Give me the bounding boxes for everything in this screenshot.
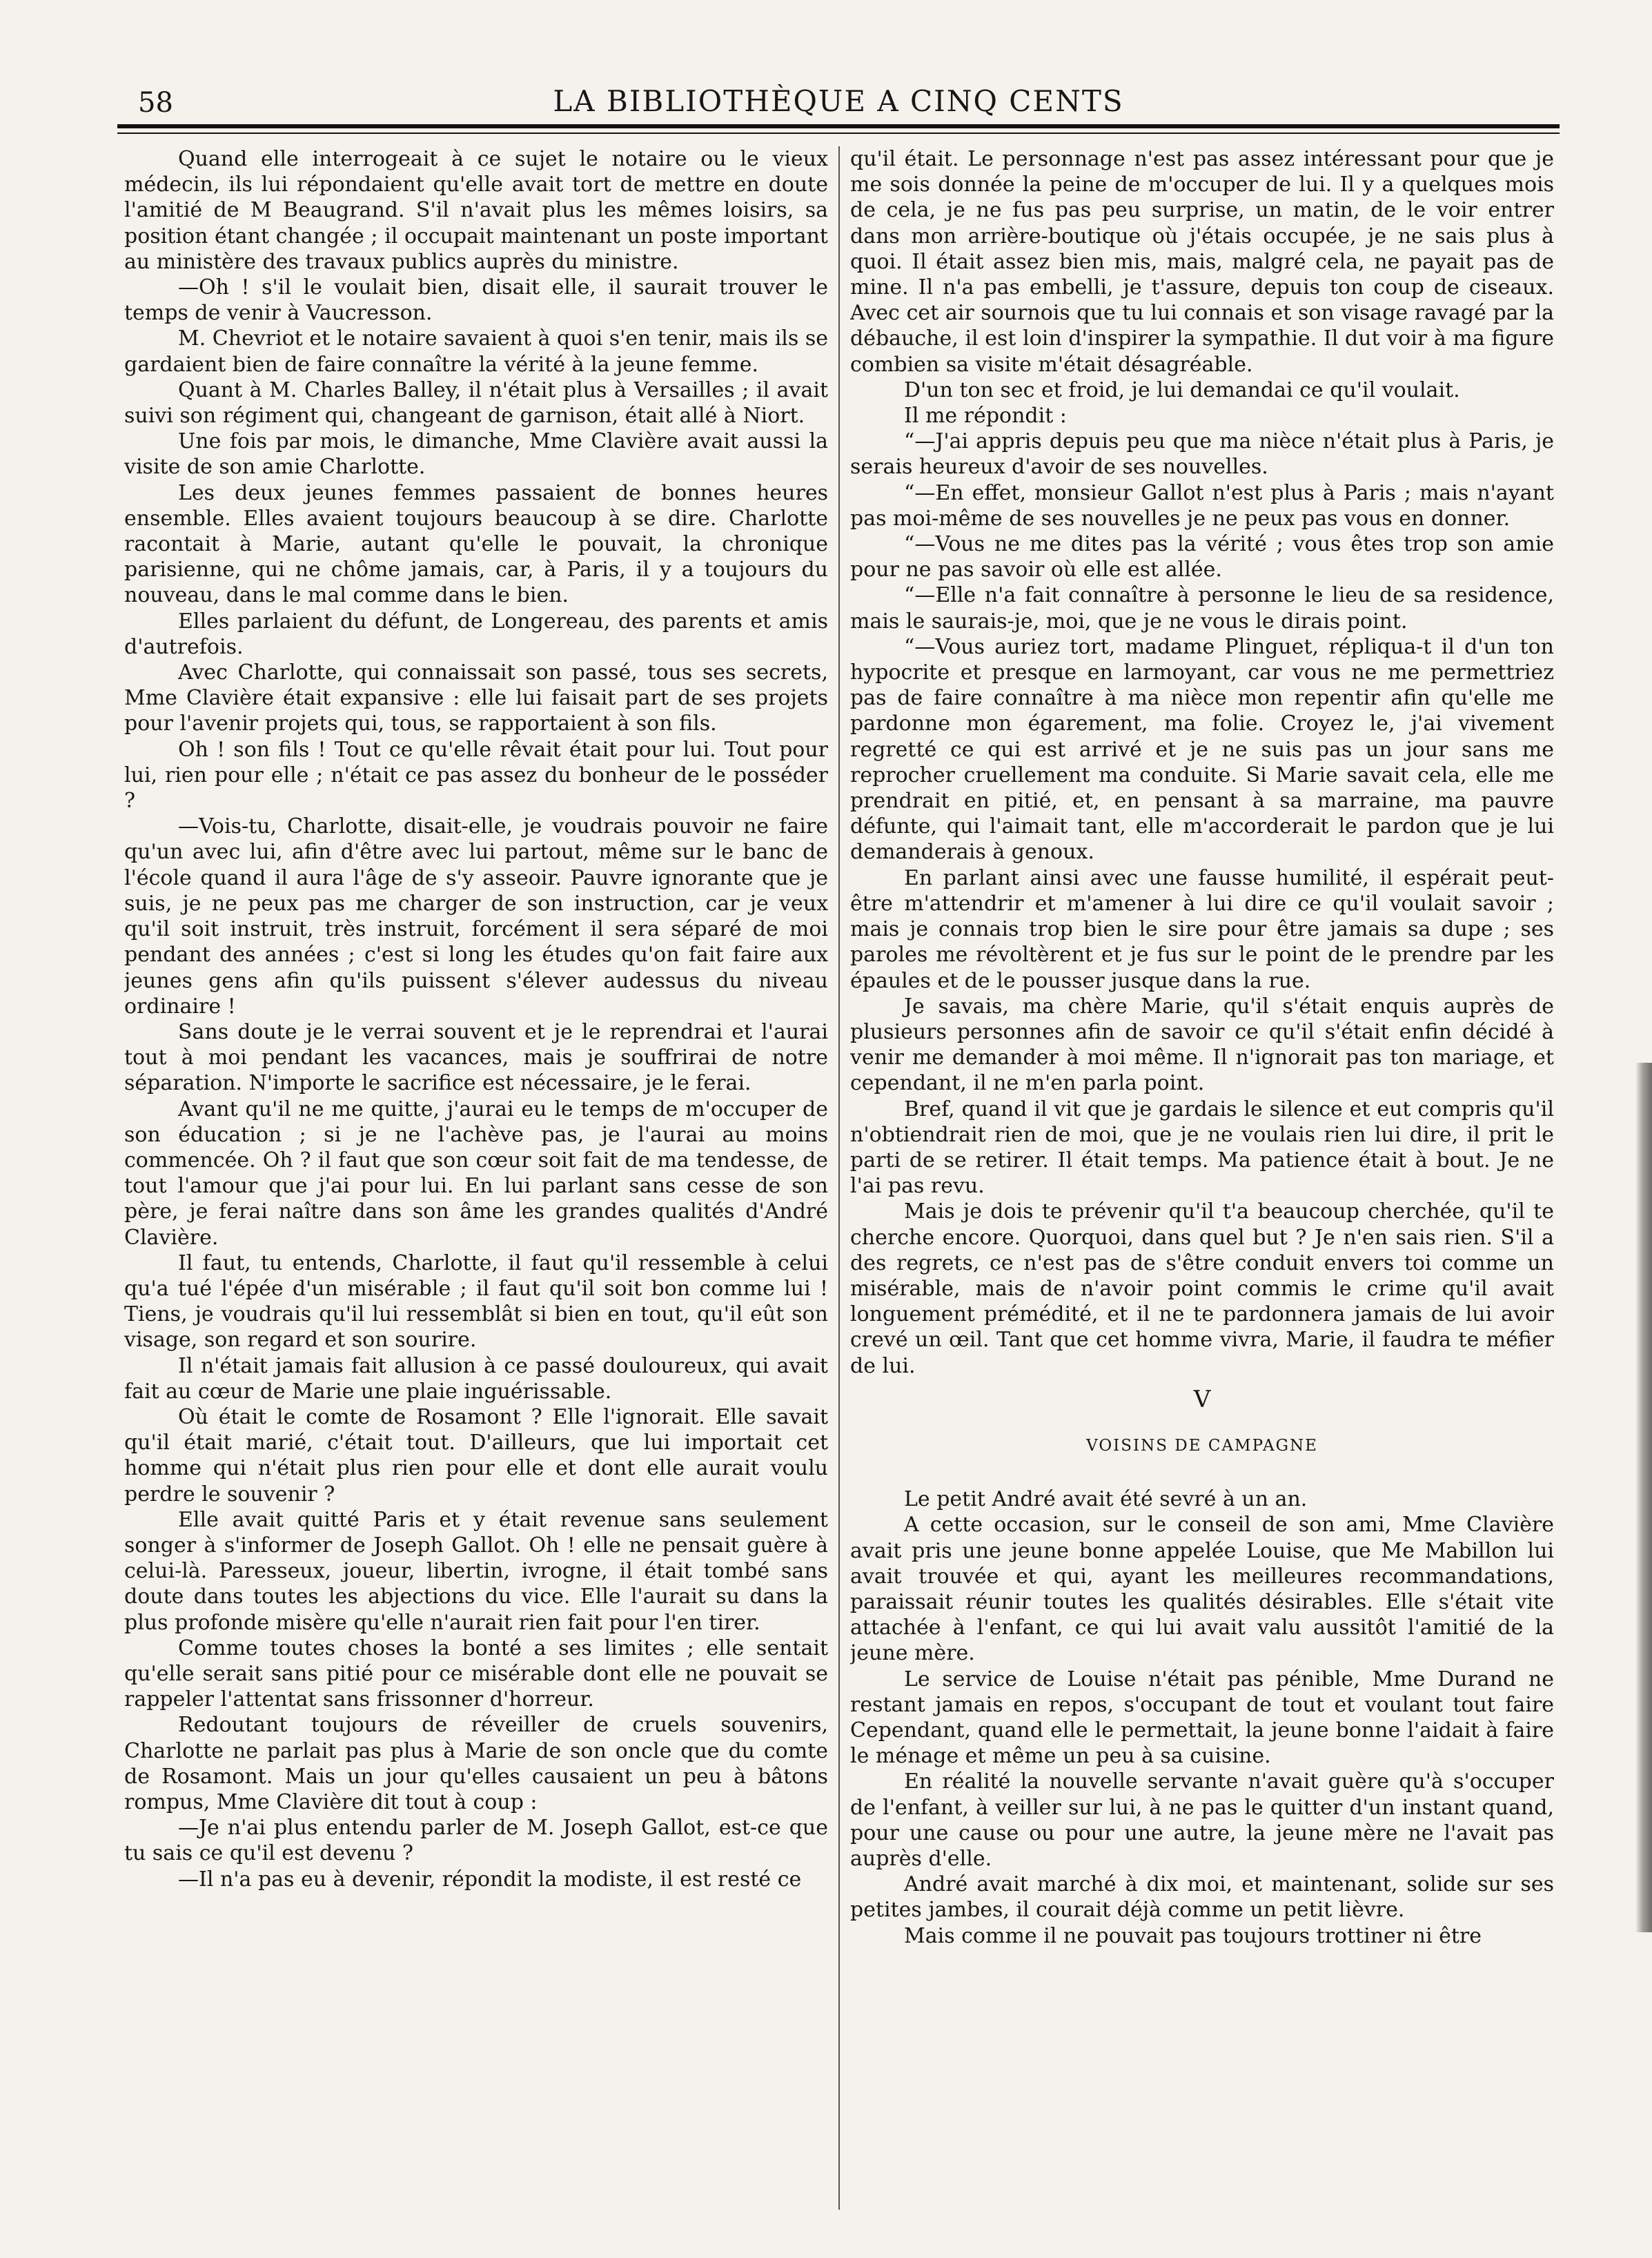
paragraph: Les deux jeunes femmes passaient de bonnes heures ensemble. Elles avaient toujours beaucoup à se dire. Charlotte racontait à Marie, autant qu'elle le pouvait, la chronique parisienne, qui ne chôme jamais, car, à Paris, il y a toujours du nouveau, dans le mal comme dans le bien.: [124, 480, 828, 608]
paragraph: Une fois par mois, le dimanche, Mme Clavière avait aussi la visite de son amie Charlotte.: [124, 429, 828, 480]
paragraph: “—J'ai appris depuis peu que ma nièce n'était plus à Paris, je serais heureux d'avoir de ses nouvelles.: [850, 429, 1554, 480]
right-column-before-chapter: [850, 146, 1554, 1379]
paragraph: —Oh ! s'il le voulait bien, disait elle, il saurait trouver le temps de venir à Vaucresson.: [124, 275, 828, 326]
paragraph: Il n'était jamais fait allusion à ce passé douloureux, qui avait fait au cœur de Marie une plaie inguérissable.: [124, 1353, 828, 1404]
paragraph: Comme toutes choses la bonté a ses limites ; elle sentait qu'elle serait sans pitié pour ce misérable dont elle ne pouvait se rappeler l'attentat sans frissonner d'horreur.: [124, 1636, 828, 1712]
paragraph: D'un ton sec et froid, je lui demandai ce qu'il voulait.: [904, 377, 1460, 402]
paragraph: Mais je dois te prévenir qu'il t'a beaucoup cherchée, qu'il te cherche encore. Quorquoi, dans quel but ? Je n'en sais rien. S'il a des regrets, ce n'est pas de s'être conduit envers toi comme un misérable, mais de n'avoir point commis le crime qu'il avait longuement prémédité, et il ne te pardonnera jamais de lui avoir crevé un œil. Tant que cet homme vivra, Marie, il faudra te méfier de lui.: [850, 1199, 1554, 1378]
paragraph: Avec Charlotte, qui connaissait son passé, tous ses secrets, Mme Clavière était expansive : elle lui faisait part de ses projets pour l'avenir projets qui, tous, se rapportaient à son fils.: [124, 660, 828, 736]
paragraph: Quant à M. Charles Balley, il n'était plus à Versailles ; il avait suivi son régiment qui, changeant de garnison, était allé à Niort.: [124, 377, 828, 429]
header-rule-thin: [117, 132, 1560, 134]
page-number: 58: [138, 87, 173, 119]
paragraph: Où était le comte de Rosamont ? Elle l'ignorait. Elle savait qu'il était marié, c'était tout. D'ailleurs, que lui importait cet homme qui n'était plus rien pour elle et dont elle aurait voulu perdre le souvenir ?: [124, 1404, 828, 1506]
paragraph: Le petit André avait été sevré à un an.: [904, 1487, 1308, 1512]
paragraph: Quand elle interrogeait à ce sujet le notaire ou le vieux médecin, ils lui répondaient qu'elle avait tort de mettre en doute l'amitié de M Beaugrand. S'il n'avait plus les mêmes loisirs, sa position étant changée ; il occupait maintenant un poste important au ministère des travaux publics auprès du ministre.: [124, 147, 828, 274]
paragraph: Il me répondit :: [904, 404, 1067, 429]
column-divider: [838, 146, 840, 2210]
paragraph: —Je n'ai plus entendu parler de M. Joseph Gallot, est-ce que tu sais ce qu'il est devenu ?: [124, 1816, 828, 1866]
paragraph: Redoutant toujours de réveiller de cruels souvenirs, Charlotte ne parlait pas plus à Marie de son oncle que du comte de Rosamont. Mais un jour qu'elles causaient un peu à bâtons rompus, Mme Clavière dit tout à coup :: [124, 1713, 828, 1814]
paragraph: A cette occasion, sur le conseil de son ami, Mme Clavière avait pris une jeune bonne appelée Louise, que Me Mabillon lui avait trouvée et qui, ayant les meilleures recommandations, paraissait réunir toutes les qualités désirables. Elle s'était vite attachée à l'enfant, ce qui lui avait valu aussitôt l'amitié de la jeune mère.: [850, 1513, 1554, 1666]
paragraph: —Il n'a pas eu à devenir, répondit la modiste, il est resté ce: [178, 1867, 802, 1892]
page-edge-shadow: [1635, 1063, 1652, 1932]
paragraph: En réalité la nouvelle servante n'avait guère qu'à s'occuper de l'enfant, à veiller sur lui, à ne pas le quitter d'un instant quand, pour une cause ou pour une autre, la jeune mère ne l'avait pas auprès d'elle.: [850, 1769, 1554, 1871]
paragraph: Le service de Louise n'était pas pénible, Mme Durand ne restant jamais en repos, s'occupant de tout et voulant tout faire Cependant, quand elle le permettait, la jeune bonne l'aidait à faire le ménage et même un peu à sa cuisine.: [850, 1667, 1554, 1769]
paragraph: Elle avait quitté Paris et y était revenue sans seulement songer à s'informer de Joseph Gallot. Oh ! elle ne pensait guère à celui-là. Paresseux, joueur, libertin, ivrogne, il était tombé sans doute dans toutes les abjections du vice. Elle l'aurait su dans la plus profonde misère qu'elle n'aurait rien fait pour l'en tirer.: [124, 1507, 828, 1635]
right-column-after-chapter: [850, 1486, 1554, 1949]
paragraph: En parlant ainsi avec une fausse humilité, il espérait peut-être m'attendrir et m'amener à lui dire ce qu'il voulait savoir ; mais je connais trop bien le sire pour être jamais sa dupe ; ses paroles me révoltèrent et je fus sur le point de le prendre par les épaules et de le pousser jusque dans la rue.: [850, 865, 1554, 993]
paragraph: Elles parlaient du défunt, de Longereau, des parents et amis d'autrefois.: [124, 609, 828, 659]
chapter-number: V: [1193, 1385, 1211, 1413]
right-column: [850, 146, 1554, 2217]
page-header: [117, 81, 1560, 123]
paragraph: qu'il était. Le personnage n'est pas assez intéressant pour que je me sois donnée la peine de m'occuper de lui. Il y a quelques mois de cela, je ne fus pas peu surprise, un matin, de le voir entrer dans mon arrière-boutique où j'étais occupée, je ne sais plus à quoi. Il était assez bien mis, mais, malgré cela, ne payait pas de mine. Il n'a pas embelli, je t'assure, depuis ton coup de ciseaux. Avec cet air sournois que tu lui connais et son visage ravagé par la débauche, il est loin d'inspirer la sympathie. Il dut voir à ma figure combien sa visite m'était désagréable.: [850, 147, 1554, 377]
running-title: LA BIBLIOTHÈQUE A CINQ CENTS: [553, 84, 1124, 118]
paragraph: Mais comme il ne pouvait pas toujours trottiner ni être: [904, 1923, 1482, 1948]
paragraph: Je savais, ma chère Marie, qu'il s'était enquis auprès de plusieurs personnes afin de savoir ce qu'il s'était enfin décidé à venir me demander à moi même. Il n'ignorait pas ton mariage, et cependant, il ne m'en parla point.: [850, 994, 1554, 1096]
paragraph: “—Vous ne me dites pas la vérité ; vous êtes trop son amie pour ne pas savoir où elle est allée.: [850, 532, 1554, 582]
paragraph: Il faut, tu entends, Charlotte, il faut qu'il ressemble à celui qu'a tué l'épée d'un misérable ; il faut qu'il soit bon comme lui ! Tiens, je voudrais qu'il lui ressemblât si bien en tout, qu'il eût son visage, son regard et son sourire.: [124, 1250, 828, 1353]
paragraph: “—Elle n'a fait connaître à personne le lieu de sa residence, mais le saurais-je, moi, que je ne vous le dirais point.: [850, 583, 1554, 634]
paragraph: M. Chevriot et le notaire savaient à quoi s'en tenir, mais ils se gardaient bien de faire connaître la vérité à la jeune femme.: [124, 326, 828, 377]
chapter-title: VOISINS DE CAMPAGNE: [1086, 1436, 1318, 1455]
paragraph: Oh ! son fils ! Tout ce qu'elle rêvait était pour lui. Tout pour lui, rien pour elle ; n'était ce pas assez du bonheur de le posséder ?: [124, 737, 828, 814]
paragraph: Sans doute je le verrai souvent et je le reprendrai et l'aurai tout à moi pendant les vacances, mais je souffrirai de notre séparation. N'importe le sacrifice est nécessaire, je le ferai.: [124, 1019, 828, 1096]
paragraph: “—Vous auriez tort, madame Plinguet, répliqua-t il d'un ton hypocrite et presque en larmoyant, car vous ne me permettriez pas de faire connaître à ma nièce mon repentir afin qu'elle me pardonne mon égarement, ma folie. Croyez le, j'ai vivement regretté ce qui est arrivé et je ne suis pas un jour sans me reprocher cruellement ma conduite. Si Marie savait cela, elle me prendrait en pitié, et, en pensant à sa marraine, ma pauvre défunte, qui l'aimait tant, elle m'accorderait le pardon que je lui demanderais à genoux.: [850, 634, 1554, 865]
paragraph: “—En effet, monsieur Gallot n'est plus à Paris ; mais n'ayant pas moi-même de ses nouvelles je ne peux pas vous en donner.: [850, 480, 1554, 531]
paragraph: Avant qu'il ne me quitte, j'aurai eu le temps de m'occuper de son éducation ; si je ne l'achève pas, je l'aurai au moins commencée. Oh ? il faut que son cœur soit fait de ma tendesse, de tout l'amour que j'ai pour lui. En lui parlant sans cesse de son père, je ferai naître dans son âme les grandes qualités d'André Clavière.: [124, 1097, 828, 1250]
paragraph: André avait marché à dix moi, et maintenant, solide sur ses petites jambes, il courait déjà comme un petit lièvre.: [850, 1872, 1554, 1923]
paragraph: —Vois-tu, Charlotte, disait-elle, je voudrais pouvoir ne faire qu'un avec lui, afin d'être avec lui partout, même sur le banc de l'école quand il aura l'âge de s'y asseoir. Pauvre ignorante que je suis, je ne peux pas me charger de son instruction, car je veux qu'il soit instruit, très instruit, forcément il sera séparé de moi pendant des années ; c'est si long les études qu'on fait faire aux jeunes gens afin qu'ils puissent s'élever audessus du niveau ordinaire !: [124, 814, 828, 1019]
paragraph: Bref, quand il vit que je gardais le silence et eut compris qu'il n'obtiendrait rien de moi, que je ne voulais rien lui dire, il prit le parti de se retirer. Il était temps. Ma patience était à bout. Je ne l'ai pas revu.: [850, 1097, 1554, 1199]
left-column: [124, 146, 828, 2217]
header-rule-thick: [117, 124, 1560, 128]
